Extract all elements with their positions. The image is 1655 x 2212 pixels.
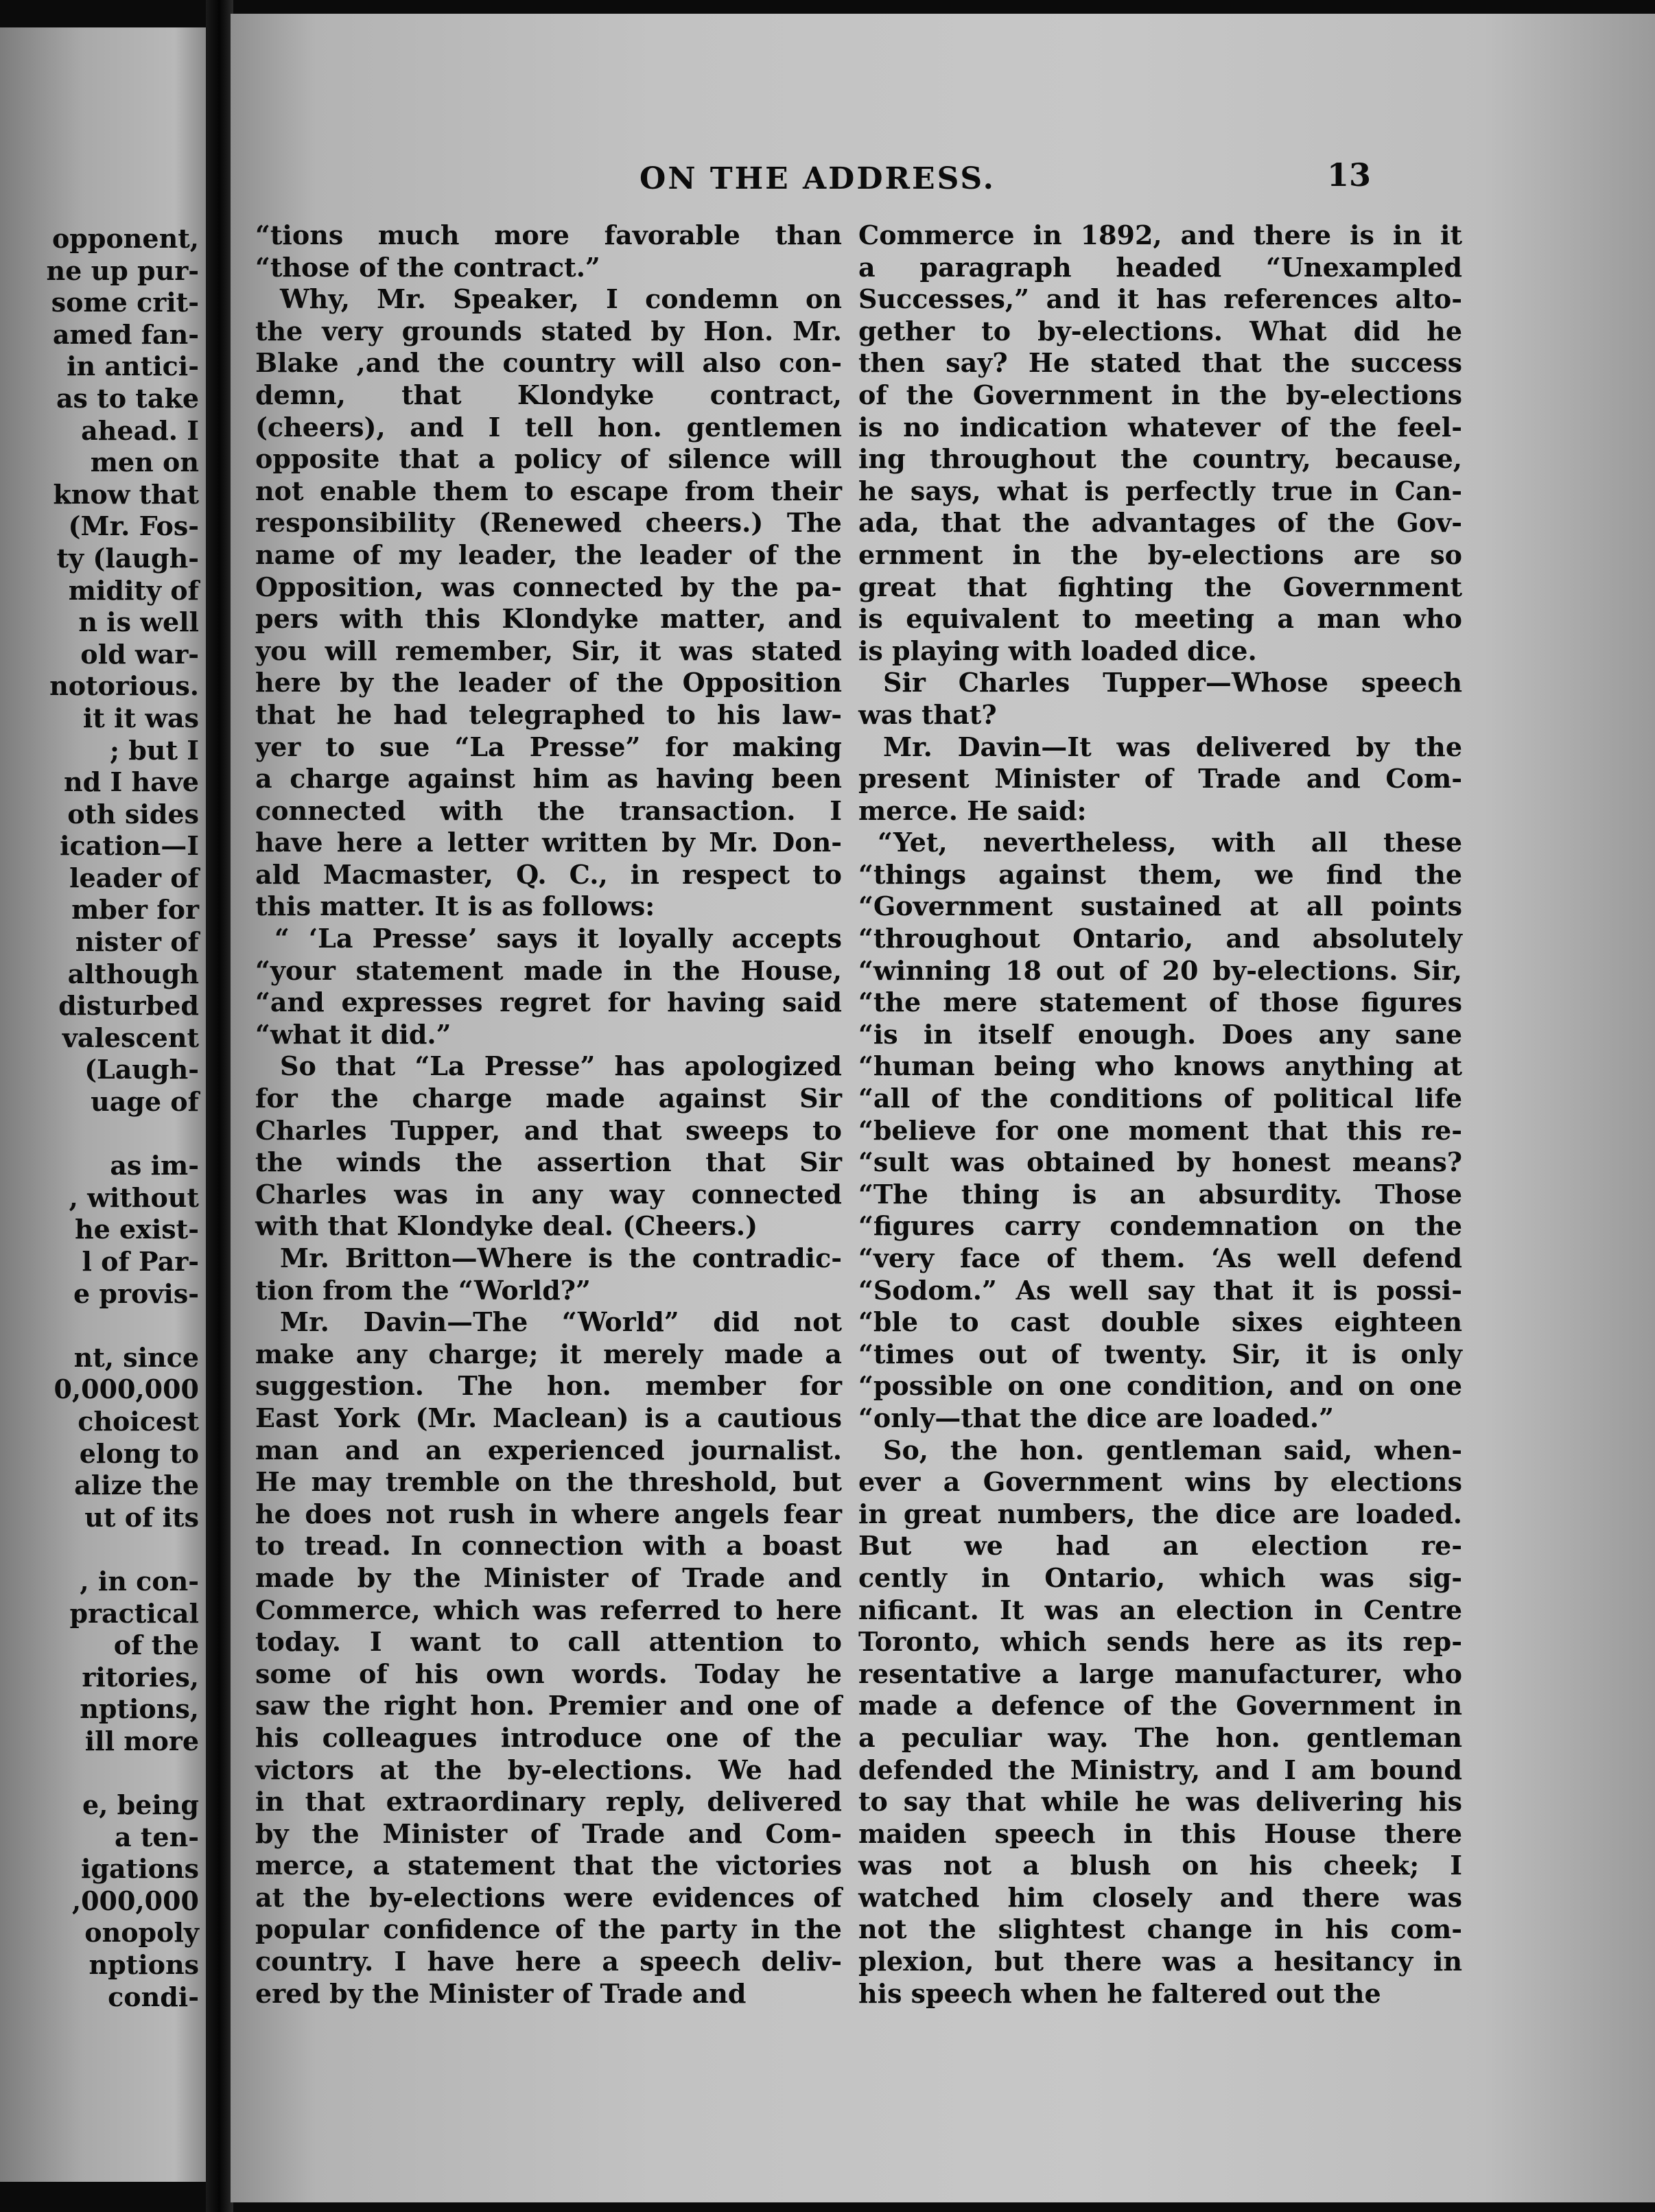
text-line: plexion, but there was a hesitancy in xyxy=(858,1946,1462,1977)
text-line: popular confidence of the party in the xyxy=(255,1914,842,1945)
text-line: “Government sustained at all points xyxy=(858,891,1462,922)
text-column-2 xyxy=(858,220,1462,2010)
text-line: not the slightest change in his com- xyxy=(858,1914,1462,1945)
left-fragment-line: 0,000,000 xyxy=(54,1374,199,1405)
text-line: (cheers), and I tell hon. gentlemen xyxy=(255,411,842,443)
text-line: he does not rush in where angels fear xyxy=(255,1498,842,1529)
left-fragment-line: amed fan- xyxy=(52,318,199,350)
text-line: Why, Mr. Speaker, I condemn on xyxy=(280,283,842,315)
text-line: responsibility (Renewed cheers.) The xyxy=(255,507,842,539)
text-line: merce, a statement that the victories xyxy=(255,1850,842,1881)
text-line: Blake ,and the country will also con- xyxy=(255,347,842,379)
left-page-fragment xyxy=(0,27,206,2182)
left-fragment-line: it it was xyxy=(82,702,199,733)
left-fragment-line: know that xyxy=(53,478,199,510)
text-line: ald Macmaster, Q. C., in respect to xyxy=(255,858,842,890)
text-line: “and expresses regret for having said xyxy=(255,987,842,1018)
text-line: Commerce in 1892, and there is in it xyxy=(858,220,1462,250)
left-fragment-line xyxy=(0,1310,199,1342)
text-line: “all of the conditions of political life xyxy=(858,1083,1462,1114)
text-line: name of my leader, the leader of the xyxy=(255,539,842,570)
right-page xyxy=(231,14,1655,2202)
text-line: “figures carry condemnation on the xyxy=(858,1210,1462,1242)
text-line: “very face of them. ‘As well defend xyxy=(858,1243,1462,1273)
text-line: “human being who knows anything at xyxy=(858,1050,1462,1082)
left-fragment-line: leader of xyxy=(69,862,199,893)
page-number: 13 xyxy=(1327,156,1372,193)
text-line: a charge against him as having been xyxy=(255,763,842,795)
text-line: “things against them, we find the xyxy=(858,858,1462,890)
text-line: in that extraordinary reply, delivered xyxy=(255,1786,842,1817)
text-line: Mr. Davin—It was delivered by the xyxy=(883,731,1462,762)
left-fragment-line: as to take xyxy=(56,382,199,414)
text-line: connected with the transaction. I xyxy=(255,795,842,826)
left-fragment-line: nptions xyxy=(89,1949,199,1981)
text-line: was not a blush on his cheek; I xyxy=(858,1850,1462,1881)
left-fragment-line: men on xyxy=(90,447,199,478)
text-line: that he had telegraphed to his law- xyxy=(255,698,842,730)
left-fragment-line xyxy=(0,1533,199,1566)
left-fragment-line: choicest xyxy=(78,1405,199,1437)
left-fragment-line: l of Par- xyxy=(82,1246,199,1277)
text-line: “ ‘La Presse’ says it loyally accepts xyxy=(274,923,842,954)
text-line: victors at the by-elections. We had xyxy=(255,1754,842,1785)
left-fragment-line: mber for xyxy=(71,894,199,926)
text-line: “tions much more favorable than xyxy=(255,220,842,250)
left-fragment-line: of the xyxy=(113,1629,199,1661)
text-line: nificant. It was an election in Centre xyxy=(858,1594,1462,1625)
left-fragment-line: opponent, xyxy=(51,223,199,254)
text-line: Opposition, was connected by the pa- xyxy=(255,571,842,602)
text-line: not enable them to escape from their xyxy=(255,475,842,506)
text-line: here by the leader of the Opposition xyxy=(255,667,842,698)
left-fragment-line: a ten- xyxy=(115,1821,199,1852)
text-line: with that Klondyke deal. (Cheers.) xyxy=(255,1210,758,1242)
left-fragment-line: , without xyxy=(69,1181,199,1213)
left-fragment-line: ill more xyxy=(84,1725,199,1756)
text-line: “the mere statement of those figures xyxy=(858,987,1462,1018)
text-line: “The thing is an absurdity. Those xyxy=(858,1178,1462,1210)
left-fragment-line: ahead. I xyxy=(81,414,199,446)
left-fragment-line xyxy=(0,1758,199,1790)
text-line: to tread. In connection with a boast xyxy=(255,1530,842,1562)
text-line: of the Government in the by-elections xyxy=(858,379,1462,410)
left-fragment-line: as im- xyxy=(110,1150,199,1181)
text-line: resentative a large manufacturer, who xyxy=(858,1658,1462,1689)
left-fragment-line: ; but I xyxy=(109,734,199,766)
text-line: He may tremble on the threshold, but xyxy=(255,1466,842,1498)
text-line: for the charge made against Sir xyxy=(255,1083,842,1114)
text-line: is playing with loaded dice. xyxy=(858,635,1257,666)
text-line: demn, that Klondyke contract, xyxy=(255,379,842,410)
text-line: today. I want to call attention to xyxy=(255,1626,842,1658)
left-fragment-line: nt, since xyxy=(73,1341,199,1373)
left-fragment-line: (Mr. Fos- xyxy=(68,510,199,542)
text-line: his speech when he faltered out the xyxy=(858,1977,1381,2009)
text-line: “only—that the dice are loaded.” xyxy=(858,1402,1334,1433)
text-line: then say? He stated that the success xyxy=(858,347,1462,379)
left-fragment-line: disturbed xyxy=(58,990,199,1022)
text-line: suggestion. The hon. member for xyxy=(255,1370,842,1402)
text-line: “possible on one condition, and on one xyxy=(858,1370,1462,1402)
text-line: Mr. Davin—The “World” did not xyxy=(280,1306,842,1338)
left-page-text-column xyxy=(0,223,199,2013)
text-line: was that? xyxy=(858,698,997,730)
left-fragment-line: ication—I xyxy=(60,830,199,862)
text-line: ernment in the by-elections are so xyxy=(858,539,1462,570)
text-line: “your statement made in the House, xyxy=(255,954,842,986)
left-fragment-line: ty (laugh- xyxy=(56,542,199,574)
text-line: gether to by-elections. What did he xyxy=(858,315,1462,346)
text-line: “Yet, nevertheless, with all these xyxy=(878,827,1462,858)
text-line: by the Minister of Trade and Com- xyxy=(255,1817,842,1849)
text-line: pers with this Klondyke matter, and xyxy=(255,603,842,635)
text-line: the winds the assertion that Sir xyxy=(255,1146,842,1178)
text-line: present Minister of Trade and Com- xyxy=(858,763,1462,795)
text-line: his colleagues introduce one of the xyxy=(255,1721,842,1753)
text-line: “throughout Ontario, and absolutely xyxy=(858,923,1462,954)
text-line: “believe for one moment that this re- xyxy=(858,1114,1462,1146)
text-line: Charles Tupper, and that sweeps to xyxy=(255,1114,842,1146)
left-fragment-line: although xyxy=(67,958,199,989)
text-line: Mr. Britton—Where is the contradic- xyxy=(280,1243,842,1273)
left-fragment-line: he exist- xyxy=(74,1214,199,1245)
text-line: to say that while he was delivering his xyxy=(858,1786,1462,1817)
text-line: he says, what is perfectly true in Can- xyxy=(858,475,1462,506)
left-fragment-line: valescent xyxy=(62,1022,199,1053)
text-line: a paragraph headed “Unexampled xyxy=(858,251,1462,283)
left-fragment-line: midity of xyxy=(68,574,199,606)
text-line: man and an experienced journalist. xyxy=(255,1434,842,1466)
left-fragment-line: nd I have xyxy=(64,766,199,798)
left-fragment-line: nptions, xyxy=(80,1693,199,1725)
left-fragment-line: e provis- xyxy=(73,1278,199,1309)
text-line: “those of the contract.” xyxy=(255,251,600,283)
text-line: made a defence of the Government in xyxy=(858,1690,1462,1721)
text-line: maiden speech in this House there xyxy=(858,1817,1462,1849)
left-fragment-line: n is well xyxy=(78,607,199,638)
left-fragment-line: e, being xyxy=(82,1789,199,1821)
left-fragment-line: (Laugh- xyxy=(84,1054,199,1085)
text-line: “sult was obtained by honest means? xyxy=(858,1146,1462,1178)
text-line: ing throughout the country, because, xyxy=(858,443,1462,475)
left-fragment-line: igations xyxy=(81,1853,199,1885)
text-line: is equivalent to meeting a man who xyxy=(858,603,1462,635)
text-line: great that fighting the Government xyxy=(858,571,1462,602)
text-line: in great numbers, the dice are loaded. xyxy=(858,1498,1462,1529)
left-fragment-line: elong to xyxy=(79,1437,199,1469)
text-line: East York (Mr. Maclean) is a cautious xyxy=(255,1402,842,1433)
left-fragment-line: ut of its xyxy=(84,1501,199,1533)
text-line: country. I have here a speech deliv- xyxy=(255,1946,842,1977)
left-fragment-line: oth sides xyxy=(67,798,199,830)
left-fragment-line: old war- xyxy=(80,638,199,670)
text-line: So that “La Presse” has apologized xyxy=(280,1050,842,1082)
text-line: saw the right hon. Premier and one of xyxy=(255,1690,842,1721)
running-head: ON THE ADDRESS. xyxy=(639,161,996,196)
text-line: ered by the Minister of Trade and xyxy=(255,1977,747,2009)
text-line: “is in itself enough. Does any sane xyxy=(858,1018,1462,1050)
left-fragment-line: nister of xyxy=(75,926,199,958)
left-fragment-line: practical xyxy=(69,1597,199,1629)
text-line: “ble to cast double sixes eighteen xyxy=(858,1306,1462,1338)
text-line: defended the Ministry, and I am bound xyxy=(858,1754,1462,1785)
text-line: yer to sue “La Presse” for making xyxy=(255,731,842,762)
page-gutter xyxy=(206,0,233,2212)
text-line: cently in Ontario, which was sig- xyxy=(858,1562,1462,1593)
text-line: merce. He said: xyxy=(858,795,1087,826)
text-line: the very grounds stated by Hon. Mr. xyxy=(255,315,842,346)
left-fragment-line: onopoly xyxy=(84,1917,199,1949)
text-line: a peculiar way. The hon. gentleman xyxy=(858,1721,1462,1753)
text-line: Commerce, which was referred to here xyxy=(255,1594,842,1625)
text-line: “what it did.” xyxy=(255,1018,451,1050)
text-line: have here a letter written by Mr. Don- xyxy=(255,827,842,858)
left-fragment-line: ne up pur- xyxy=(46,255,199,286)
text-line: watched him closely and there was xyxy=(858,1881,1462,1913)
text-line: Toronto, which sends here as its rep- xyxy=(858,1626,1462,1658)
left-fragment-line: condi- xyxy=(108,1981,199,2012)
text-line: is no indication whatever of the feel- xyxy=(858,411,1462,443)
left-fragment-line: alize the xyxy=(74,1470,199,1501)
text-line: Sir Charles Tupper—Whose speech xyxy=(883,667,1462,698)
left-fragment-line: ,000,000 xyxy=(71,1885,199,1916)
left-fragment-line: some crit- xyxy=(51,287,199,318)
text-line: ada, that the advantages of the Gov- xyxy=(858,507,1462,539)
text-line: “times out of twenty. Sir, it is only xyxy=(858,1338,1462,1369)
text-line: “Sodom.” As well say that it is possi- xyxy=(858,1274,1462,1306)
text-line: some of his own words. Today he xyxy=(255,1658,842,1689)
text-line: this matter. It is as follows: xyxy=(255,891,655,922)
text-line: But we had an election re- xyxy=(858,1530,1462,1562)
left-fragment-line xyxy=(0,1118,199,1151)
text-line: at the by-elections were evidences of xyxy=(255,1881,842,1913)
left-fragment-line: notorious. xyxy=(49,670,199,702)
left-fragment-line: , in con- xyxy=(80,1565,199,1597)
text-line: “winning 18 out of 20 by-elections. Sir, xyxy=(858,954,1462,986)
text-line: Successes,” and it has references alto- xyxy=(858,283,1462,315)
left-fragment-line: ritories, xyxy=(82,1661,199,1693)
text-line: make any charge; it merely made a xyxy=(255,1338,842,1369)
text-line: So, the hon. gentleman said, when- xyxy=(883,1434,1462,1466)
text-line: you will remember, Sir, it was stated xyxy=(255,635,842,666)
left-fragment-line: uage of xyxy=(91,1086,199,1118)
left-fragment-line: in antici- xyxy=(67,351,199,382)
text-column-1 xyxy=(255,220,842,2010)
text-line: made by the Minister of Trade and xyxy=(255,1562,842,1593)
text-line: ever a Government wins by elections xyxy=(858,1466,1462,1498)
text-line: opposite that a policy of silence will xyxy=(255,443,842,475)
text-line: Charles was in any way connected xyxy=(255,1178,842,1210)
text-line: tion from the “World?” xyxy=(255,1274,591,1306)
